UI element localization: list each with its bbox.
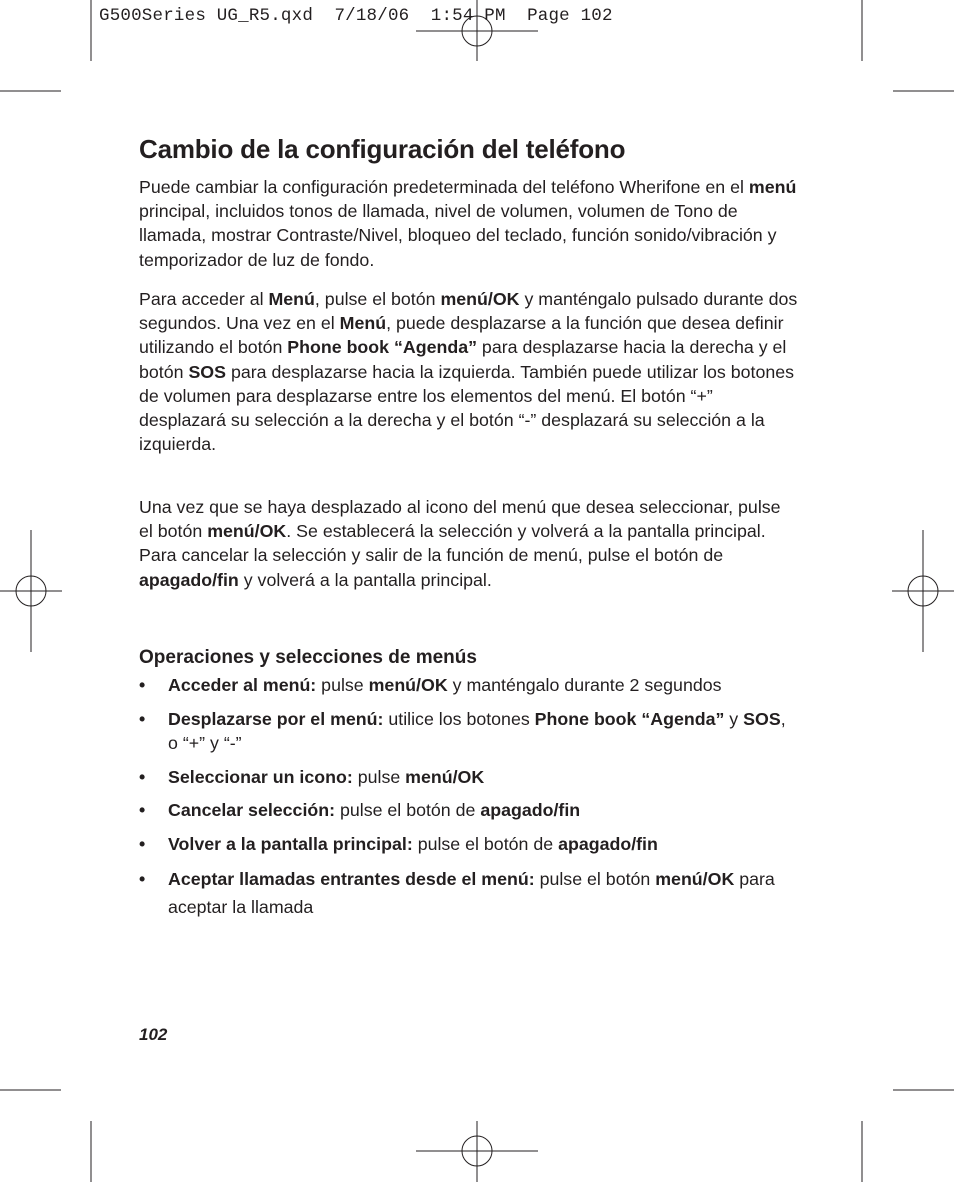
emphasis-text: Phone book “Agenda” [287, 337, 477, 358]
list-item [139, 865, 799, 921]
body-text: y [724, 709, 744, 729]
emphasis-text: menú/OK [655, 869, 735, 889]
paragraph-selection [139, 495, 799, 592]
body-text: principal, incluidos tonos de llamada, nivel de volumen, volumen de Tono de llamada, mostrar Contraste/Nivel, bloqueo del teclado, función sonido/vibración y temporizador de luz de fondo. [139, 201, 777, 270]
page-number: 102 [139, 1025, 168, 1044]
body-text: y manténgalo pulsado durante dos segundos. Una vez en el [139, 289, 798, 334]
body-text: , o “+” y “-” [168, 709, 786, 753]
emphasis-text: SOS [743, 709, 781, 729]
body-text: pulse [316, 675, 369, 695]
body-text: pulse el botón [534, 869, 656, 889]
emphasis-text: Acceder al menú: [168, 675, 317, 695]
registration-target-left [0, 530, 62, 652]
body-text: para aceptar la llamada [168, 869, 775, 917]
emphasis-text: menú/OK [405, 767, 485, 787]
body-text: , puede desplazarse a la función que desea definir utilizando el botón [139, 313, 784, 358]
print-slug: G500Series UG_R5.qxd 7/18/06 1:54 PM Page 102 [99, 6, 613, 26]
list-item [139, 765, 799, 789]
paragraph-intro [139, 175, 799, 272]
body-text: , pulse el botón [314, 289, 441, 309]
body-text: Puede cambiar la configuración predeterminada del teléfono Wherifone en el [139, 177, 749, 197]
registration-target-right [892, 530, 954, 652]
emphasis-text: SOS [188, 361, 226, 382]
menu-operations-list [139, 673, 799, 921]
list-item [139, 798, 799, 822]
list-item [139, 673, 799, 697]
bullet-icon: • [139, 709, 146, 729]
emphasis-text: Menú [268, 289, 315, 309]
list-item [139, 832, 799, 856]
body-text: Una vez que se haya desplazado al icono del menú que desea seleccionar, pulse el botón [139, 497, 781, 542]
bullet-icon: • [139, 675, 146, 695]
body-text: Para acceder al [139, 289, 269, 309]
emphasis-text: Desplazarse por el menú: [168, 709, 384, 729]
emphasis-text: apagado/fin [558, 834, 658, 854]
registration-target-bottom [416, 1121, 538, 1182]
list-item [139, 707, 799, 755]
body-text: y volverá a la pantalla principal. [238, 569, 492, 590]
emphasis-text: menú/OK [368, 675, 448, 695]
emphasis-text: Volver a la pantalla principal: [168, 834, 413, 854]
body-text: pulse [352, 767, 406, 787]
bullet-icon: • [139, 834, 146, 854]
emphasis-text: Menú [339, 313, 387, 334]
bullet-icon: • [139, 767, 146, 787]
bullet-icon: • [139, 869, 146, 889]
emphasis-text: Cancelar selección: [168, 800, 336, 820]
bullet-icon: • [139, 800, 146, 820]
emphasis-text: apagado/fin [480, 800, 581, 820]
body-text: y manténgalo durante 2 segundos [447, 675, 722, 695]
emphasis-text: Aceptar llamadas entrantes desde el menú: [168, 869, 535, 889]
emphasis-text: Seleccionar un icono: [168, 767, 353, 787]
body-text: pulse el botón de [412, 834, 559, 854]
body-text: pulse el botón de [335, 800, 481, 820]
body-text: para desplazarse hacia la izquierda. También puede utilizar los botones de volumen para desplazarse entre los elementos del menú. El botón “+” desplazará su selección a la derecha y el botón “-” desplazará su selección a la izquierda. [139, 361, 795, 455]
section-heading: Operaciones y selecciones de menús [139, 647, 477, 668]
body-text: utilice los botones [383, 709, 535, 729]
emphasis-text: menú [748, 177, 797, 197]
body-text: . Se establecerá la selección y volverá a la pantalla principal. Para cancelar la selección y salir de la función de menú, pulse el botón de [139, 521, 766, 566]
paragraph-navigation [139, 287, 799, 456]
body-text: para desplazarse hacia la derecha y el botón [139, 337, 787, 382]
emphasis-text: menú/OK [440, 289, 520, 309]
emphasis-text: menú/OK [207, 521, 287, 542]
emphasis-text: apagado/fin [139, 569, 239, 590]
emphasis-text: Phone book “Agenda” [534, 709, 725, 729]
page-title: Cambio de la configuración del teléfono [139, 134, 626, 164]
